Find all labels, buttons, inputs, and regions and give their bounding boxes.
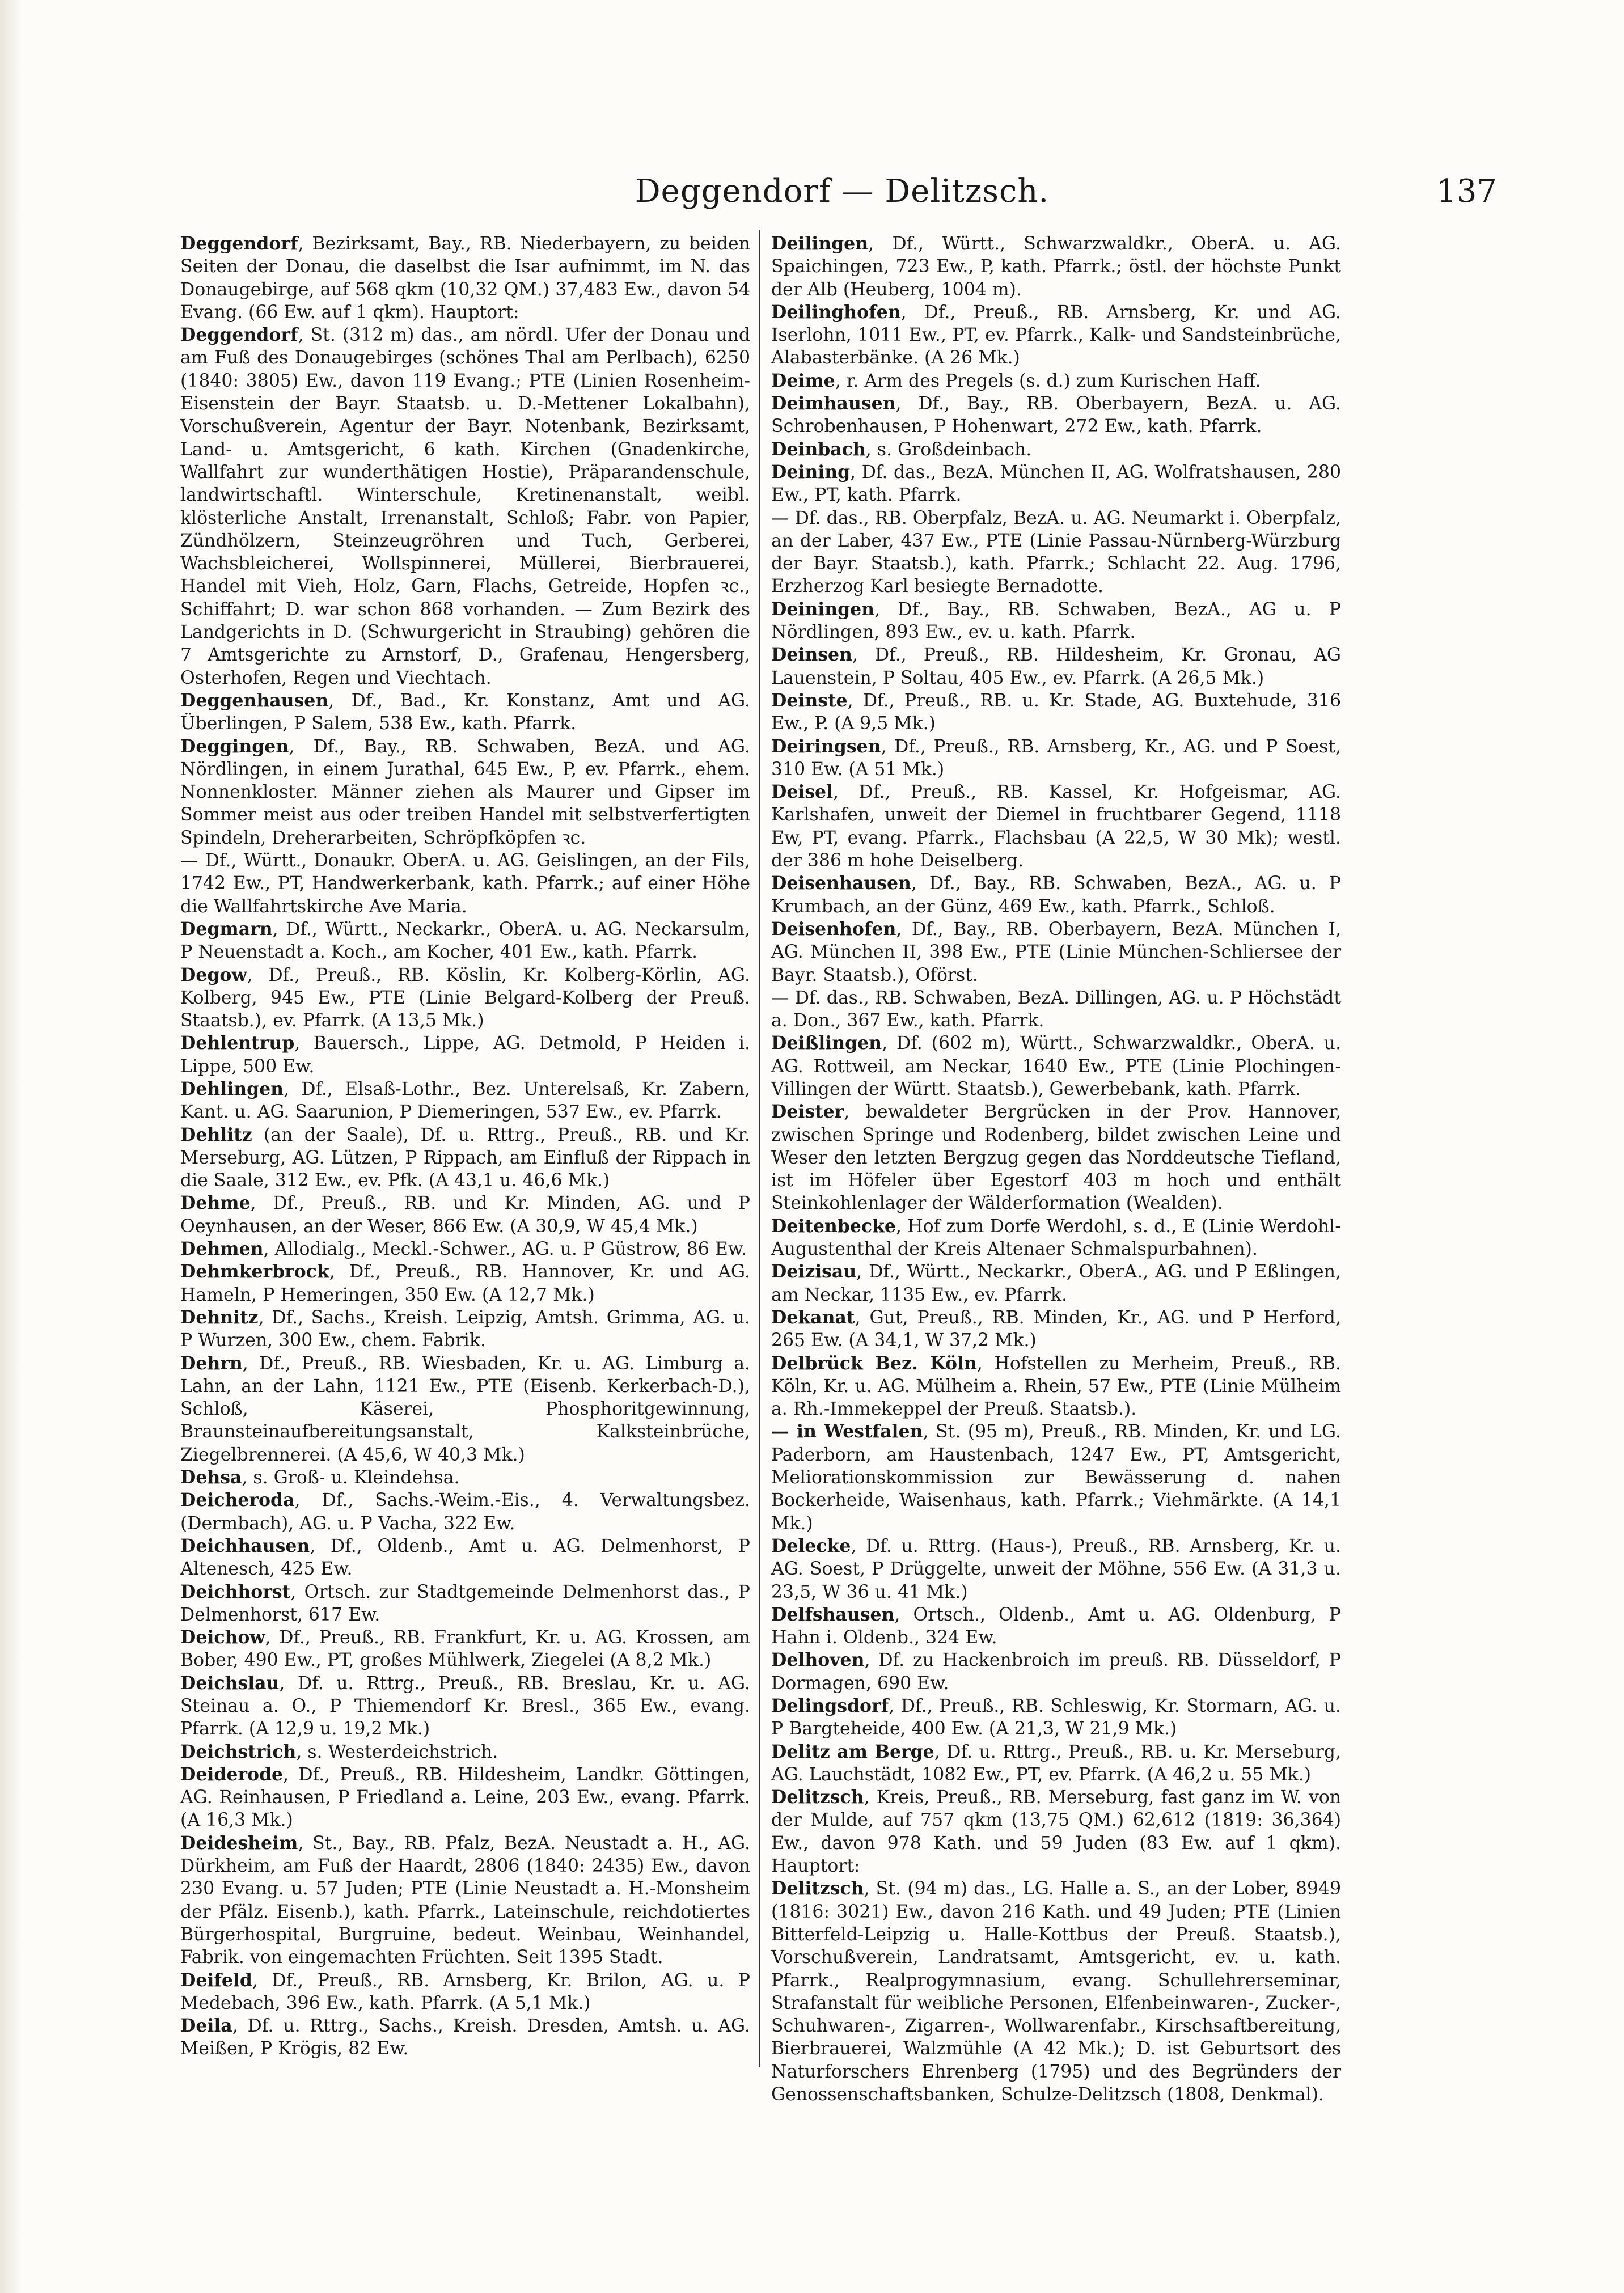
entry-text: , Df., Württ., Schwarzwaldkr., OberA. u. AG. Spaichingen, 723 Ew., P, kath. Pfarrk.; östl. der höchste Punkt der Alb (Heuberg, 1004 m).	[771, 234, 1341, 300]
entry-headword: Deilingen	[771, 233, 869, 254]
gazetteer-entry	[180, 1626, 750, 1672]
gazetteer-entry	[771, 1352, 1341, 1421]
gazetteer-entry	[180, 1581, 750, 1627]
gazetteer-entry	[180, 1238, 750, 1260]
entry-headword: Dehnitz	[180, 1306, 259, 1328]
entry-text: , Df., Bad., Kr. Konstanz, Amt und AG. Überlingen, P Salem, 538 Ew., kath. Pfarrk.	[180, 690, 750, 734]
entry-headword: Dehmkerbrock	[180, 1261, 329, 1283]
entry-text: , Df. das., BezA. München II, AG. Wolfratshausen, 280 Ew., PT, kath. Pfarrk.	[771, 462, 1341, 506]
entry-text: , Df. u. Rttrg. (Haus-), Preuß., RB. Arnsberg, Kr. u. AG. Soest, P Drüggelte, unweit der Möhne, 556 Ew. (A 31,3 u. 23,5, W 36 u. 41 Mk.)	[771, 1535, 1341, 1602]
entry-headword: Dehlitz	[180, 1124, 252, 1145]
entry-text: , Df., Elsaß-Lothr., Bez. Unterelsaß, Kr. Zabern, Kant. u. AG. Saarunion, P Diemeringen, 537 Ew., ev. Pfarrk.	[180, 1078, 750, 1123]
entry-headword: Deilinghofen	[771, 301, 901, 323]
gazetteer-entry	[180, 849, 750, 918]
gazetteer-entry	[771, 1032, 1341, 1101]
gazetteer-entry	[771, 598, 1341, 644]
gazetteer-entry	[771, 461, 1341, 507]
entry-headword: Dehrn	[180, 1352, 243, 1374]
entry-headword: Deiderode	[180, 1763, 284, 1785]
entry-headword: Deime	[771, 370, 835, 391]
gazetteer-entry	[771, 232, 1341, 301]
entry-text: , St. (94 m) das., LG. Halle a. S., an der Lober, 8949 (1816: 3021) Ew., davon 216 Kath. und 49 Juden; PTE (Linien Bitterfeld-Leipzig u. Halle-Kottbus der Preuß. Staatsb.), Vorschußverein, Landratsamt, Amtsgericht, ev. u. kath. Pfarrk., Realprogymnasium, evang. Schullehrerseminar, Strafanstalt für weibliche Personen, Elfenbeinwaren-, Zucker-, Schuhwaren-, Zigarren-, Wollwarenfabr., Kirschsaftbereitung, Bierbrauerei, Walzmühle (A 42 Mk.); D. ist Geburtsort des Naturforschers Ehrenberg (1795) und des Begründers der Genossenschaftsbanken, Schulze-Delitzsch (1808, Denkmal).	[771, 1879, 1341, 2105]
gazetteer-entry	[771, 1786, 1341, 1877]
gazetteer-entry	[771, 392, 1341, 438]
entry-text: , St. (95 m), Preuß., RB. Minden, Kr. und LG. Paderborn, am Haustenbach, 1247 Ew., PT, Amtsgericht, Meliorationskommission zur Bewässerung d. nahen Bockerheide, Waisenhaus, kath. Pfarrk.; Viehmärkte. (A 14,1 Mk.)	[771, 1422, 1341, 1534]
entry-text: , Df., Preuß., RB. Arnsberg, Kr. Brilon, AG. u. P Medebach, 396 Ew., kath. Pfarrk. (A 5,1 Mk.)	[180, 1970, 750, 2013]
entry-headword: Deisenhofen	[771, 918, 896, 940]
gazetteer-entry	[771, 507, 1341, 598]
entry-headword: Dehmen	[180, 1238, 264, 1260]
gazetteer-entry	[180, 918, 750, 964]
entry-headword: Deichslau	[180, 1672, 280, 1694]
gazetteer-entry	[771, 1101, 1341, 1215]
entry-text: , Df., Bay., RB. Oberbayern, BezA. u. AG. Schrobenhausen, P Hohenwart, 272 Ew., kath. Pfarrk.	[771, 394, 1341, 437]
entry-text: , Df., Preuß., RB. Kassel, Kr. Hofgeismar, AG. Karlshafen, unweit der Diemel in fruchtbarer Gegend, 1118 Ew, PT, evang. Pfarrk., Flachsbau (A 22,5, W 30 Mk); westl. der 386 m hohe Deiselberg.	[771, 782, 1341, 871]
entry-text: , Df., Bay., RB. Schwaben, BezA., AG u. P Nördlingen, 893 Ew., ev. u. kath. Pfarrk.	[771, 599, 1341, 643]
entry-text: , Allodialg., Meckl.-Schwer., AG. u. P Güstrow, 86 Ew.	[263, 1239, 747, 1260]
right-column	[771, 232, 1341, 2106]
entry-headword: Delhoven	[771, 1649, 865, 1671]
entry-text: , Df., Preuß., RB. Arnsberg, Kr. und AG. Iserlohn, 1011 Ew., PT, ev. Pfarrk., Kalk- und Sandsteinbrüche, Alabasterbänke. (A 26 Mk.)	[771, 302, 1341, 369]
entry-text: , Bauersch., Lippe, AG. Detmold, P Heiden i. Lippe, 500 Ew.	[180, 1033, 750, 1077]
entry-text: — Df., Württ., Donaukr. OberA. u. AG. Geislingen, an der Fils, 1742 Ew., PT, Handwerkerbank, kath. Pfarrk.; auf einer Höhe die Wallfahrtskirche Ave Maria.	[180, 851, 750, 917]
gazetteer-entry	[771, 1649, 1341, 1695]
gazetteer-entry	[180, 1535, 750, 1581]
entry-headword: Deichhausen	[180, 1535, 310, 1556]
entry-headword: Deinbach	[771, 438, 866, 460]
entry-headword: Deisenhausen	[771, 873, 911, 894]
entry-text: , Df., Bay., RB. Schwaben, BezA., AG. u. P Krumbach, an der Günz, 469 Ew., kath. Pfarrk., Schloß.	[771, 873, 1341, 917]
gazetteer-entry	[771, 1306, 1341, 1352]
entry-text: , Df., Preuß., RB. Hildesheim, Kr. Gronau, AG Lauenstein, P Soltau, 405 Ew., ev. Pfarrk. (A 26,5 Mk.)	[771, 645, 1341, 688]
entry-text: , Hofstellen zu Merheim, Preuß., RB. Köln, Kr. u. AG. Mülheim a. Rhein, 57 Ew., PTE (Linie Mülheim a. Rh.-Immekeppel der Preuß. Staatsb.).	[771, 1353, 1341, 1420]
gazetteer-entry	[180, 1260, 750, 1306]
entry-text: , Df., Württ., Neckarkr., OberA., AG. und P Eßlingen, am Neckar, 1135 Ew., ev. Pfarrk.	[771, 1262, 1341, 1305]
gazetteer-entry	[180, 232, 750, 324]
entry-headword: Deidesheim	[180, 1832, 298, 1854]
entry-text: , Df., Sachs., Kreish. Leipzig, Amtsh. Grimma, AG. u. P Wurzen, 300 Ew., chem. Fabrik.	[180, 1307, 750, 1351]
entry-text: , Df., Württ., Neckarkr., OberA. u. AG. Neckarsulm, P Neuenstadt a. Koch., am Kocher, 401 Ew., kath. Pfarrk.	[180, 919, 750, 963]
entry-text: , Df., Preuß., RB. Arnsberg, Kr., AG. und P Soest, 310 Ew. (A 51 Mk.)	[771, 736, 1341, 780]
gazetteer-entry	[771, 735, 1341, 781]
gazetteer-entry	[180, 1306, 750, 1352]
entry-text: , Df., Sachs.-Weim.-Eis., 4. Verwaltungsbez. (Dermbach), AG. u. P Vacha, 322 Ew.	[180, 1490, 750, 1534]
entry-text: , Df. u. Rttrg., Preuß., RB. u. Kr. Merseburg, AG. Lauchstädt, 1082 Ew., PT, ev. Pfarrk. (A 46,2 u. 55 Mk.)	[771, 1741, 1341, 1785]
entry-headword: Deicheroda	[180, 1490, 295, 1511]
entry-text: , bewaldeter Bergrücken in der Prov. Hannover, zwischen Springe und Rodenberg, bildet zwischen Leine und Weser den letzten Bergzug gegen das Norddeutsche Tiefland, ist im Höfeler über Egestorf 403 m hoch und enthält Steinkohlenlager der Wälderformation (Wealden).	[771, 1102, 1341, 1214]
entry-headword: Degow	[180, 964, 247, 985]
entry-headword: Dehsa	[180, 1467, 242, 1488]
entry-text: , Df., Preuß., RB. Schleswig, Kr. Stormarn, AG. u. P Bargteheide, 400 Ew. (A 21,3, W 21,9 Mk.)	[771, 1696, 1341, 1740]
entry-headword: Deizisau	[771, 1261, 857, 1283]
gazetteer-entry	[180, 1741, 750, 1763]
entry-headword: Deitenbecke	[771, 1215, 896, 1237]
gazetteer-entry	[180, 1672, 750, 1741]
entry-headword: Delingsdorf	[771, 1695, 889, 1716]
entry-text: , Df., Oldenb., Amt u. AG. Delmenhorst, P Altenesch, 425 Ew.	[180, 1535, 750, 1580]
gazetteer-entry	[771, 1695, 1341, 1741]
gazetteer-entry	[180, 1763, 750, 1832]
entry-headword: Deinste	[771, 689, 848, 711]
gazetteer-entry	[771, 1741, 1341, 1787]
gazetteer-entry	[771, 1604, 1341, 1649]
entry-headword: Deifeld	[180, 1969, 252, 1991]
entry-text: , Df., Preuß., RB. Frankfurt, Kr. u. AG. Krossen, am Bober, 490 Ew., PT, großes Mühlwerk, Ziegelei (A 8,2 Mk.)	[180, 1627, 750, 1671]
entry-text: , Ortsch., Oldenb., Amt u. AG. Oldenburg, P Hahn i. Oldenb., 324 Ew.	[771, 1604, 1341, 1648]
entry-headword: Deila	[180, 2015, 232, 2037]
gazetteer-entry	[771, 370, 1341, 392]
entry-headword: Dehlingen	[180, 1078, 284, 1099]
entry-text: , Df., Preuß., RB. Hildesheim, Landkr. Göttingen, AG. Reinhausen, P Friedland a. Leine, 203 Ew., evang. Pfarrk. (A 16,3 Mk.)	[180, 1764, 750, 1831]
entry-text: , Bezirksamt, Bay., RB. Niederbayern, zu beiden Seiten der Donau, die daselbst die Isar aufnimmt, im N. das Donaugebirge, auf 568 qkm (10,32 QM.) 37,483 Ew., davon 54 Evang. (66 Ew. auf 1 qkm). Hauptort:	[180, 234, 750, 323]
entry-headword: Deggendorf	[180, 324, 298, 346]
gazetteer-entry	[771, 918, 1341, 987]
entry-headword: Deister	[771, 1101, 844, 1123]
entry-text: , St. (312 m) das., am nördl. Ufer der Donau und am Fuß des Donaugebirges (schönes Thal am Perlbach), 6250 (1840: 3805) Ew., davon 119 Evang.; PTE (Linien Rosenheim-Eisenstein der Bayr. Staatsb. u. D.-Mettener Lokalbahn), Vorschußverein, Agentur der Bayr. Notenbank, Bezirksamt, Land- u. Amtsgericht, 6 kath. Kirchen (Gnadenkirche, Wallfahrt zur wunderthätigen Hostie), Präparandenschule, landwirtschaftl. Winterschule, Kretinenanstalt, weibl. klösterliche Anstalt, Irrenanstalt, Schloß; Fabr. von Papier, Zündhölzern, Steinzeugröhren und Tuch, Gerberei, Wachsbleicherei, Wollspinnerei, Müllerei, Bierbrauerei, Handel mit Vieh, Holz, Garn, Flachs, Getreide, Hopfen ꝛc., Schiffahrt; D. war schon 868 vorhanden. — Zum Bezirk des Landgerichts in D. (Schwurgericht in Straubing) gehören die 7 Amtsgerichte zu Arnstorf, D., Grafenau, Hengersberg, Osterhofen, Regen und Viechtach.	[180, 325, 750, 688]
entry-text: , Df., Bay., RB. Schwaben, BezA. und AG. Nördlingen, in einem Jurathal, 645 Ew., P, ev. Pfarrk., ehem. Nonnenkloster. Männer ziehen als Maurer und Gipser im Sommer meist aus oder treiben Handel mit selbstverfertigten Spindeln, Dreherarbeiten, Schröpfköpfen ꝛc.	[180, 736, 750, 848]
entry-text: , Df. u. Rttrg., Preuß., RB. Breslau, Kr. u. AG. Steinau a. O., P Thiemendorf Kr. Bresl., 365 Ew., evang. Pfarrk. (A 12,9 u. 19,2 Mk.)	[180, 1673, 750, 1740]
entry-headword: Deggendorf	[180, 233, 298, 254]
gazetteer-entry	[771, 781, 1341, 872]
gazetteer-entry	[771, 1877, 1341, 2106]
entry-text: , Ortsch. zur Stadtgemeinde Delmenhorst das., P Delmenhorst, 617 Ew.	[180, 1581, 750, 1625]
gazetteer-entry	[771, 1260, 1341, 1306]
entry-headword: Dehme	[180, 1192, 251, 1214]
gazetteer-entry	[180, 1192, 750, 1238]
entry-text: , r. Arm des Pregels (s. d.) zum Kurischen Haff.	[835, 370, 1261, 391]
gazetteer-entry	[771, 987, 1341, 1033]
gazetteer-entry	[771, 1535, 1341, 1604]
gazetteer-entry	[771, 689, 1341, 735]
running-title: Deggendorf — Delitzsch.	[635, 173, 1050, 210]
entry-headword: Deggingen	[180, 735, 289, 757]
left-column	[180, 232, 750, 2061]
gazetteer-entry	[180, 1032, 750, 1078]
gazetteer-entry	[771, 1420, 1341, 1534]
gazetteer-entry	[771, 438, 1341, 461]
entry-text: — Df. das., RB. Oberpfalz, BezA. u. AG. Neumarkt i. Oberpfalz, an der Laber, 437 Ew., PTE (Linie Passau-Nürnberg-Würzburg der Bayr. Staatsb.), kath. Pfarrk.; Schlacht 22. Aug. 1796, Erzherzog Karl besiegte Bernadotte.	[771, 507, 1341, 597]
gazetteer-entry	[180, 964, 750, 1033]
entry-text: , Kreis, Preuß., RB. Merseburg, fast ganz im W. von der Mulde, auf 757 qkm (13,75 QM.) 62,612 (1819: 36,364) Ew., davon 978 Kath. und 59 Juden (83 Ew. auf 1 qkm). Hauptort:	[771, 1787, 1341, 1877]
gazetteer-entry	[771, 872, 1341, 918]
entry-headword: Deiningen	[771, 598, 875, 620]
entry-headword: Deimhausen	[771, 393, 896, 414]
entry-headword: Deichstrich	[180, 1741, 297, 1762]
entry-headword: Degmarn	[180, 918, 273, 940]
entry-headword: Delfshausen	[771, 1604, 895, 1625]
entry-headword: Deichow	[180, 1627, 265, 1648]
entry-text: , Df. (602 m), Württ., Schwarzwaldkr., OberA. u. AG. Rottweil, am Neckar, 1640 Ew., PTE (Linie Plochingen-Villingen der Württ. Staatsb.), Gewerbebank, kath. Pfarrk.	[771, 1033, 1341, 1099]
entry-text: , St., Bay., RB. Pfalz, BezA. Neustadt a. H., AG. Dürkheim, am Fuß der Haardt, 2806 (1840: 2435) Ew., davon 230 Evang. u. 57 Juden; PTE (Linie Neustadt a. H.-Monsheim der Pfälz. Eisenb.), kath. Pfarrk., Lateinschule, reichdotiertes Bürgerhospital, Burgruine, bedeut. Weinbau, Weinhandel, Fabrik. von eingemachten Früchten. Seit 1395 Stadt.	[180, 1833, 750, 1968]
column-divider	[759, 230, 760, 2067]
gazetteer-entry	[180, 735, 750, 849]
entry-headword: Deinsen	[771, 644, 852, 666]
gazetteer-entry	[180, 689, 750, 735]
entry-text: , Df. zu Hackenbroich im preuß. RB. Düsseldorf, P Dormagen, 690 Ew.	[771, 1650, 1341, 1694]
entry-headword: Deining	[771, 461, 851, 483]
entry-headword: Dehlentrup	[180, 1033, 295, 1054]
entry-headword: — in Westfalen	[771, 1421, 923, 1442]
entry-headword: Delitzsch	[771, 1787, 864, 1808]
entry-text: , s. Groß- u. Kleindehsa.	[242, 1467, 460, 1488]
gazetteer-entry	[180, 1969, 750, 2015]
page-header	[187, 173, 1497, 218]
entry-text: , Hof zum Dorfe Werdohl, s. d., E (Linie Werdohl-Augustenthal der Kreis Altenaer Schmalspurbahnen).	[771, 1216, 1341, 1260]
entry-text: , Df., Bay., RB. Oberbayern, BezA. München I, AG. München II, 398 Ew., PTE (Linie München-Schliersee der Bayr. Staatsb.), Oförst.	[771, 919, 1341, 985]
gazetteer-entry	[180, 1466, 750, 1489]
entry-headword: Delitz am Berge	[771, 1741, 934, 1762]
gazetteer-entry	[180, 324, 750, 689]
gazetteer-entry	[771, 644, 1341, 689]
entry-headword: Deichhorst	[180, 1581, 291, 1602]
entry-text: , Df., Preuß., RB. Köslin, Kr. Kolberg-Körlin, AG. Kolberg, 945 Ew., PTE (Linie Belgard-Kolberg der Preuß. Staatsb.), ev. Pfarrk. (A 13,5 Mk.)	[180, 964, 750, 1031]
entry-headword: Delecke	[771, 1535, 851, 1556]
page-number: 137	[1436, 173, 1497, 210]
gazetteer-entry	[180, 1078, 750, 1124]
entry-text: , Df., Preuß., RB. u. Kr. Stade, AG. Buxtehude, 316 Ew., P. (A 9,5 Mk.)	[771, 690, 1341, 734]
entry-text: , s. Großdeinbach.	[865, 439, 1032, 460]
gazetteer-entry	[180, 1489, 750, 1535]
gazetteer-entry	[180, 1352, 750, 1466]
entry-headword: Delitzsch	[771, 1878, 864, 1899]
page-binding-shadow	[0, 0, 23, 2293]
entry-text: , s. Westerdeichstrich.	[296, 1741, 498, 1762]
entry-text: — Df. das., RB. Schwaben, BezA. Dillingen, AG. u. P Höchstädt a. Don., 367 Ew., kath. Pfarrk.	[771, 987, 1341, 1031]
entry-headword: Dekanat	[771, 1306, 855, 1328]
gazetteer-entry	[180, 2015, 750, 2061]
entry-headword: Delbrück Bez. Köln	[771, 1352, 977, 1374]
entry-headword: Deiringsen	[771, 735, 881, 757]
entry-headword: Deisel	[771, 781, 834, 803]
gazetteer-entry	[771, 301, 1341, 370]
gazetteer-entry	[771, 1215, 1341, 1261]
gazetteer-entry	[180, 1124, 750, 1192]
gazetteer-entry	[180, 1832, 750, 1969]
entry-text: , Df., Preuß., RB. Hannover, Kr. und AG. Hameln, P Hemeringen, 350 Ew. (A 12,7 Mk.)	[180, 1262, 750, 1305]
entry-text: , Df., Preuß., RB. Wiesbaden, Kr. u. AG. Limburg a. Lahn, an der Lahn, 1121 Ew., PTE (Eisenb. Kerkerbach-D.), Schloß, Käserei, Phosphoritgewinnung, Braunsteinaufbereitungsanstalt, Kalksteinbrüche, Ziegelbrennerei. (A 45,6, W 40,3 Mk.)	[180, 1353, 750, 1465]
entry-text: , Df. u. Rttrg., Sachs., Kreish. Dresden, Amtsh. u. AG. Meißen, P Krögis, 82 Ew.	[180, 2016, 750, 2059]
entry-text: (an der Saale), Df. u. Rttrg., Preuß., RB. und Kr. Merseburg, AG. Lützen, P Rippach, am Einfluß der Rippach in die Saale, 312 Ew., ev. Pfk. (A 43,1 u. 46,6 Mk.)	[180, 1124, 750, 1191]
entry-headword: Deggenhausen	[180, 689, 329, 711]
entry-text: , Gut, Preuß., RB. Minden, Kr., AG. und P Herford, 265 Ew. (A 34,1, W 37,2 Mk.)	[771, 1307, 1341, 1351]
entry-text: , Df., Preuß., RB. und Kr. Minden, AG. und P Oeynhausen, an der Weser, 866 Ew. (A 30,9, W 45,4 Mk.)	[180, 1193, 750, 1237]
entry-headword: Deißlingen	[771, 1033, 882, 1054]
